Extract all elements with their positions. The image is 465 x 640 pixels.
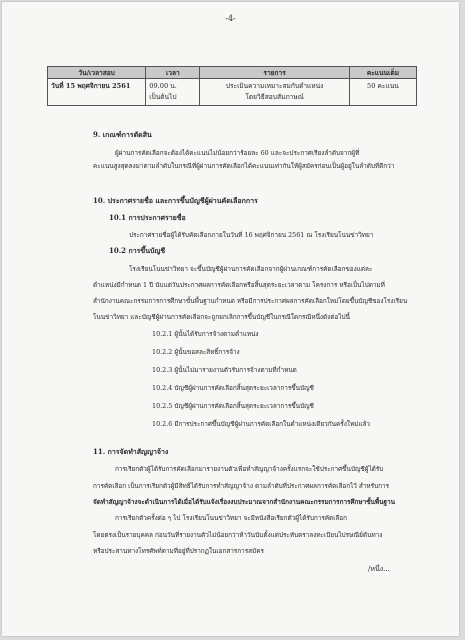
cell-item-line: ประเมินความเหมาะสมกับตำแหน่ง [225,82,324,90]
list-item: 10.2.4 บัญชีผู้ผ่านการคัดเลือกสิ้นสุดระยะเวลาการขึ้นบัญชี [152,384,314,392]
exam-schedule-table [47,66,417,106]
section-11-line: โดยตรงเป็นรายบุคคล ก่อนวันที่รายงานตัวไม่น้อยกว่าห้าวันนับตั้งแต่ประทับตราลงทะเบียนไปรษณีย์ต้นทาง [93,531,383,539]
cell-date: วันที่ 15 พฤศจิกายน 2561 [48,79,146,106]
header-date: วัน/เวลาสอบ [48,67,146,79]
header-item: รายการ [200,67,349,79]
header-score: คะแนนเต็ม [349,67,416,79]
list-item: 10.2.5 บัญชีผู้ผ่านการคัดเลือกสิ้นสุดระยะเวลาการขึ้นบัญชี [152,402,314,410]
cell-time-line: เป็นต้นไป [149,93,177,101]
section-10-2-line: สำนักงานคณะกรรมการการศึกษาขั้นพื้นฐานกำหนด หรือมีการประกาศผลการคัดเลือกใหม่โดยขึ้นบัญชีของโรงเรียน [93,297,408,305]
cell-item-line: โดยวิธีสอบสัมภาษณ์ [245,93,304,101]
cell-time-line: 09.00 น. [149,82,177,90]
section-9-line: คะแนนสูงสุดลงมาตามลำดับในกรณีที่ผู้ผ่านการคัดเลือกได้คะแนนเท่ากันให้ผู้สมัครก่อนเป็นผู้อยู่ในลำดับที่ดีกว่า [93,162,395,170]
section-10-1-heading: 10.1 การประกาศรายชื่อ [109,213,186,222]
document-page [2,2,459,636]
section-11-heading: 11. การจัดทำสัญญาจ้าง [93,447,169,456]
cell-score: 50 คะแนน [349,79,416,106]
table-header-row [48,67,417,79]
section-11-line: การเรียกตัวครั้งต่อ ๆ ไป โรงเรียนโนนข่าวิทยา จะมีหนังสือเรียกตัวผู้ได้รับการคัดเลือก [115,514,348,522]
cell-time [146,79,200,106]
continued-marker: /หนึ่ง... [368,565,390,573]
section-11-line-bold: จัดทำสัญญาจ้างจะดำเนินการได้เมื่อได้รับแจ้งเรื่องงบประมาณจากสำนักงานคณะกรรมการการศึกษาขั้นพื้นฐาน [93,498,395,506]
section-9-heading: 9. เกณฑ์การตัดสิน [93,130,152,139]
section-10-1-line: ประกาศรายชื่อผู้ได้รับคัดเลือกภายในวันที่ 16 พฤศจิกายน 2561 ณ โรงเรียนโนนข่าวิทยา [129,231,374,239]
section-9-line: ผู้ผ่านการคัดเลือกจะต้องได้คะแนนไม่น้อยกว่าร้อยละ 60 และจะประกาศเรียงลำดับจากผู้ที่ [115,149,360,157]
section-10-2-line: ตำแหน่งมีกำหนด 1 ปี นับแต่วันประกาศผลการคัดเลือกหรือสิ้นสุดระยะเวลาตาม โครงการ หรือเป็นไปตามที่ [93,281,385,289]
page-number: -4- [225,14,236,23]
header-time: เวลา [146,67,200,79]
section-11-line: การเรียกตัวผู้ได้รับการคัดเลือกมารายงานตัวเพื่อทำสัญญาจ้างครั้งแรกจะใช้ประกาศขึ้นบัญชีผู้ได้รับ [115,465,384,473]
section-11-line: หรือประสานทางโทรศัพท์ตามที่อยู่ที่ปรากฏในเอกสารการสมัคร [93,547,264,555]
section-10-heading: 10. ประกาศรายชื่อ และการขึ้นบัญชีผู้ผ่านคัดเลือกการ [93,196,258,205]
list-item: 10.2.3 ผู้นั้นไม่มารายงานตัวรับการจ้างตามที่กำหนด [152,366,297,374]
list-item: 10.2.6 มีการประกาศขึ้นบัญชีผู้ผ่านการคัดเลือกในตำแหน่งเดียวกันครั้งใหม่แล้ว [152,420,370,428]
cell-item [200,79,349,106]
table-row [48,79,417,106]
section-10-2-line: โนนข่าวิทยา และบัญชีผู้ผ่านการคัดเลือกจะถูกยกเลิกการขึ้นบัญชีในกรณีใดกรณีหนึ่งดังต่อไปนี้ [93,313,350,321]
section-11-line: การคัดเลือก เป็นการเรียกตัวผู้มีสิทธิได้รับการทำสัญญาจ้าง ตามลำดับที่ประกาศผลการคัดเลือกไว้ สำหรับการ [93,482,390,490]
list-item: 10.2.2 ผู้นั้นขอสละสิทธิ์การจ้าง [152,348,240,356]
section-10-2-heading: 10.2 การขึ้นบัญชี [109,246,166,255]
section-10-2-line: โรงเรียนโนนข่าวิทยา จะขึ้นบัญชีผู้ผ่านการคัดเลือกจากผู้ผ่านเกณฑ์การคัดเลือกของแต่ละ [129,265,373,273]
list-item: 10.2.1 ผู้นั้นได้รับการจ้างตามตำแหน่ง [152,330,259,338]
